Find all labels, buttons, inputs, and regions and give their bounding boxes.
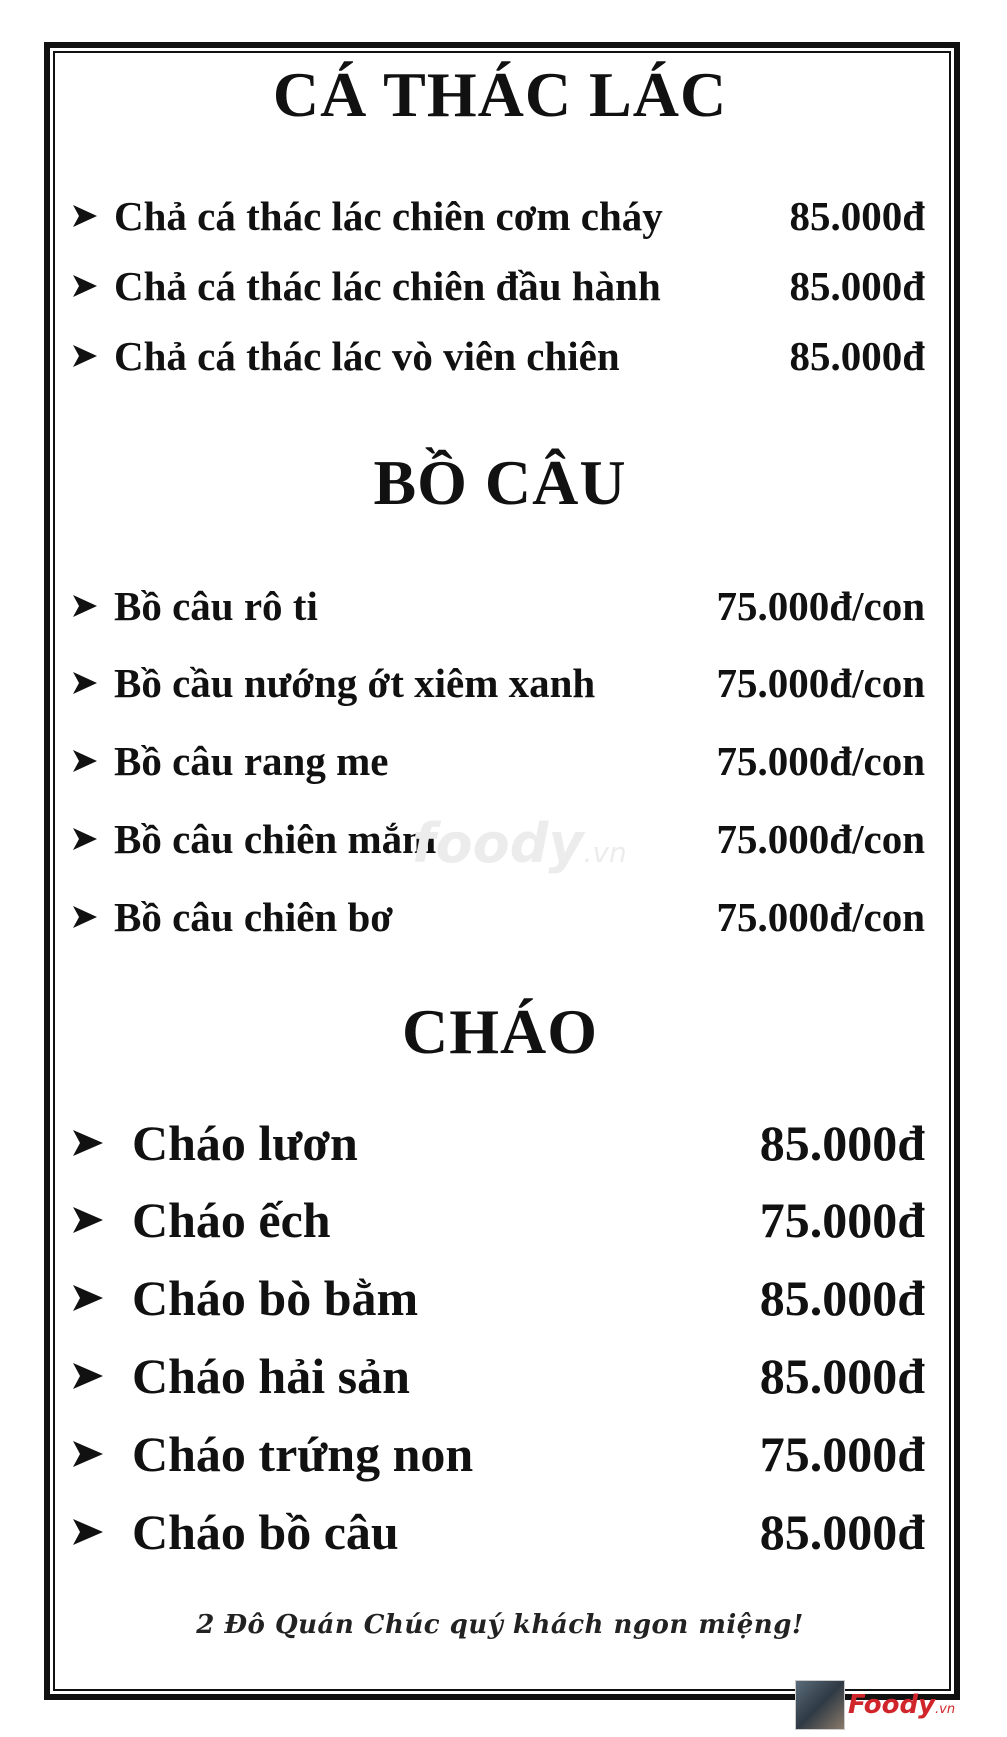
menu-item-name: Cháo bồ câu (132, 1504, 399, 1560)
arrowhead-bullet-icon (70, 1116, 106, 1170)
menu-item (70, 583, 925, 633)
menu-item-price: 75.000đ/con (716, 894, 925, 940)
menu-item (70, 263, 925, 313)
arrowhead-bullet-icon (70, 1271, 106, 1325)
watermark-brand: foody (412, 812, 584, 875)
section-title-chao: CHÁO (402, 996, 598, 1067)
menu-item (70, 660, 925, 710)
menu-item-price: 75.000đ (759, 1426, 925, 1482)
menu-item-name: Bồ câu chiên mắm (114, 816, 437, 862)
menu-item-price: 75.000đ/con (716, 583, 925, 629)
menu-item-name: Cháo bò bằm (132, 1270, 419, 1326)
arrowhead-bullet-icon (70, 583, 106, 629)
menu-item-price: 75.000đ/con (716, 816, 925, 862)
menu-item-name: Bồ câu rô ti (114, 583, 318, 629)
arrowhead-bullet-icon (70, 333, 106, 379)
foody-badge-logo[interactable] (848, 1690, 955, 1720)
section-title-bo-cau: BỒ CÂU (373, 447, 627, 518)
menu-item-price: 75.000đ/con (716, 738, 925, 784)
menu-item-name: Cháo lươn (132, 1115, 358, 1171)
menu-item-price: 85.000đ (759, 1115, 925, 1171)
closing-note: 2 Đô Quán Chúc quý khách ngon miệng! (196, 1610, 804, 1640)
badge-brand: Foody (848, 1690, 936, 1720)
menu-item-price: 85.000đ (759, 1504, 925, 1560)
arrowhead-bullet-icon (70, 193, 106, 239)
menu-item-name: Bồ cầu nướng ớt xiêm xanh (114, 660, 596, 706)
foody-watermark (412, 812, 627, 875)
arrowhead-bullet-icon (70, 263, 106, 309)
arrowhead-bullet-icon (70, 660, 106, 706)
menu-item (70, 1192, 925, 1248)
menu-item-name: Chả cá thác lác chiên cơm cháy (114, 193, 663, 239)
arrowhead-bullet-icon (70, 1349, 106, 1403)
menu-item (70, 193, 925, 243)
menu-item-price: 85.000đ (789, 193, 925, 239)
section-title-ca-thac-lac: CÁ THÁC LÁC (272, 59, 728, 130)
menu-item (70, 1504, 925, 1560)
arrowhead-bullet-icon (70, 1505, 106, 1559)
arrowhead-bullet-icon (70, 1193, 106, 1247)
menu-item-name: Chả cá thác lác vò viên chiên (114, 333, 620, 379)
arrowhead-bullet-icon (70, 1427, 106, 1481)
menu-item (70, 1348, 925, 1404)
menu-item-name: Bồ câu rang me (114, 738, 389, 784)
menu-item-price: 85.000đ (789, 263, 925, 309)
badge-tld: .vn (935, 1702, 956, 1717)
menu-item (70, 894, 925, 944)
menu-item-price: 85.000đ (759, 1348, 925, 1404)
arrowhead-bullet-icon (70, 816, 106, 862)
menu-item (70, 333, 925, 383)
arrowhead-bullet-icon (70, 894, 106, 940)
menu-item (70, 1115, 925, 1171)
menu-item-price: 75.000đ/con (716, 660, 925, 706)
menu-item-price: 85.000đ (789, 333, 925, 379)
arrowhead-bullet-icon (70, 738, 106, 784)
menu-item-name: Cháo trứng non (132, 1426, 474, 1482)
menu-item (70, 738, 925, 788)
menu-item-name: Chả cá thác lác chiên đầu hành (114, 263, 661, 309)
menu-item-name: Cháo hải sản (132, 1348, 410, 1404)
menu-item-price: 85.000đ (759, 1270, 925, 1326)
menu-item (70, 1426, 925, 1482)
menu-item (70, 1270, 925, 1326)
uploader-avatar[interactable] (795, 1680, 845, 1730)
menu-item-name: Cháo ếch (132, 1192, 331, 1248)
watermark-tld: .vn (583, 836, 627, 869)
menu-item-price: 75.000đ (759, 1192, 925, 1248)
menu-item-name: Bồ câu chiên bơ (114, 894, 393, 940)
